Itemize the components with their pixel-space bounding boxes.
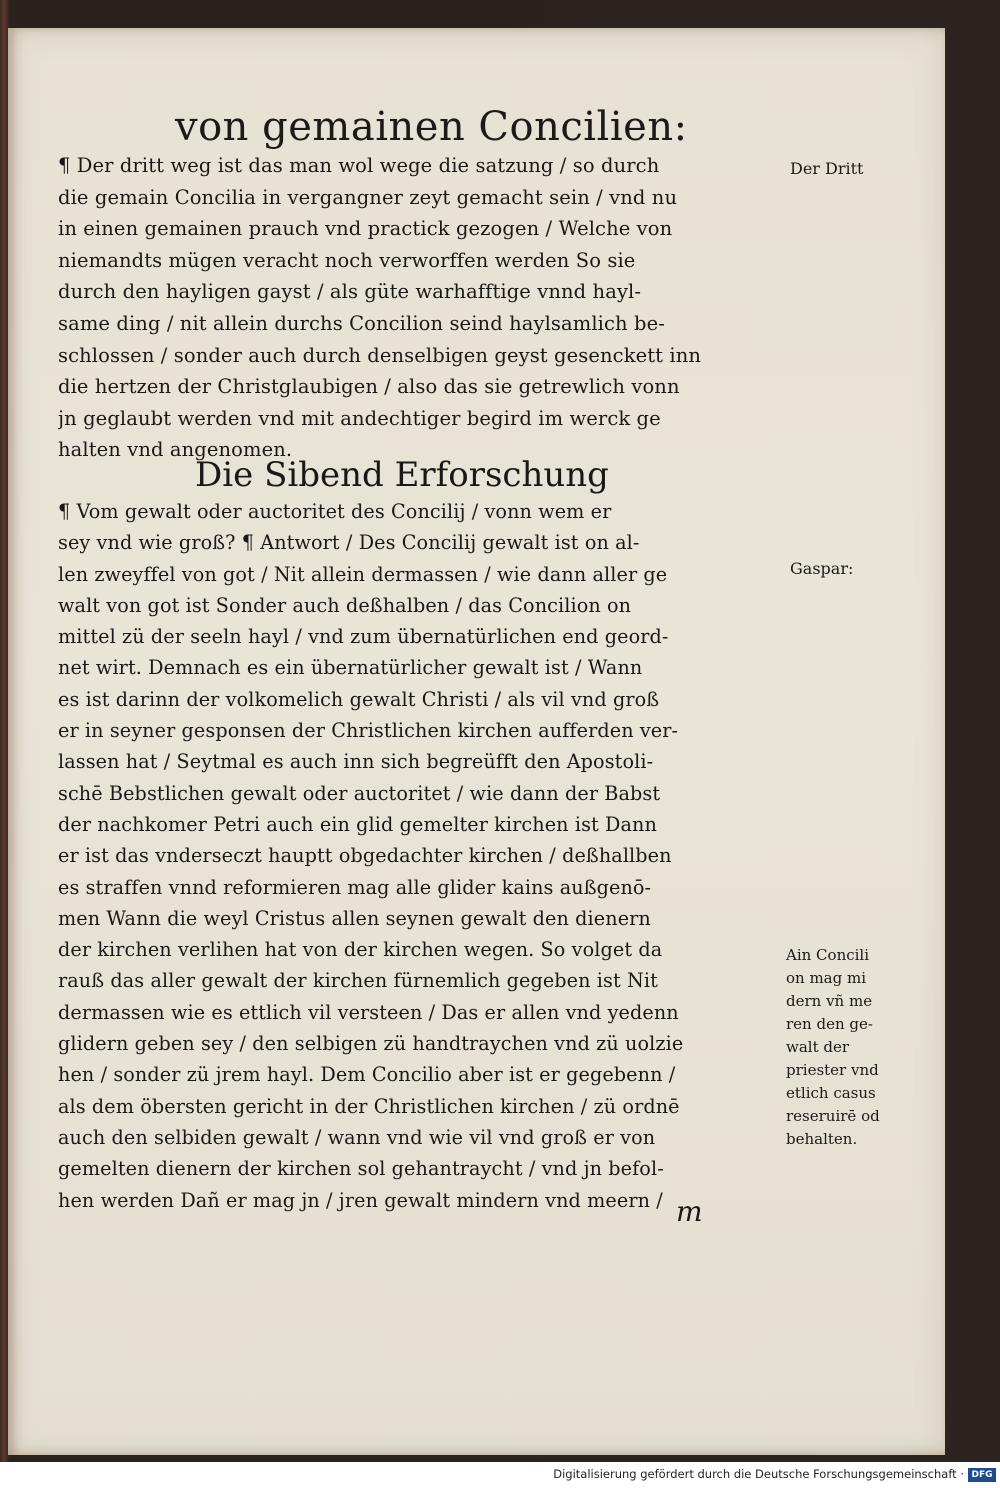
text-line: die gemain Concilia in vergangner zeyt gemacht sein / vnd nu xyxy=(58,185,678,209)
footer-bar xyxy=(0,1462,1000,1488)
margin-note-line: ren den ge- xyxy=(786,1015,873,1033)
text-line: durch den hayligen gayst / als güte warhafftige vnnd hayl- xyxy=(58,280,642,304)
text-line: auch den selbiden gewalt / wann vnd wie vil vnd groß er von xyxy=(58,1125,656,1149)
text-line: rauß das aller gewalt der kirchen fürnemlich gegeben ist Nit xyxy=(58,969,658,993)
margin-note-line: dern vñ me xyxy=(786,992,873,1010)
text-line: gemelten dienern der kirchen sol gehantraycht / vnd jn befol- xyxy=(58,1157,664,1181)
text-line: same ding / nit allein durchs Concilion seind haylsamlich be- xyxy=(58,311,665,335)
text-line: als dem öbersten gericht in der Christlichen kirchen / zü ordnē xyxy=(58,1094,680,1118)
text-line: es ist darinn der volkomelich gewalt Christi / als vil vnd groß xyxy=(58,687,660,711)
text-line: ¶ Vom gewalt oder auctoritet des Concilij / vonn wem er xyxy=(58,500,612,523)
text-line: in einen gemainen prauch vnd practick gezogen / Welche von xyxy=(58,217,673,241)
text-line: der kirchen verlihen hat von der kirchen wegen. So volget da xyxy=(58,938,663,962)
text-line: walt von got ist Sonder auch deßhalben / das Concilion on xyxy=(58,593,632,617)
page-heading: von gemainen Concilien: xyxy=(175,104,688,150)
section-one-text xyxy=(58,150,778,466)
text-line: mittel zü der seeln hayl / vnd zum übernatürlichen end geord- xyxy=(58,625,669,649)
margin-note-der-dritt: Der Dritt xyxy=(790,159,864,178)
section-subheading: Die Sibend Erforschung xyxy=(195,455,609,495)
margin-note-line: Ain Concili xyxy=(786,946,870,964)
text-line: es straffen vnnd reformieren mag alle glider kains außgenō- xyxy=(58,875,652,899)
text-line: lassen hat / Seytmal es auch inn sich begreüfft den Apostoli- xyxy=(58,750,654,774)
margin-note-line: reseruirē od xyxy=(786,1107,880,1125)
text-line: die hertzen der Christglaubigen / also das sie getrewlich vonn xyxy=(58,375,680,399)
margin-note-line: walt der xyxy=(786,1038,850,1056)
margin-note-line: etlich casus xyxy=(786,1084,876,1102)
text-line: niemandts mügen veracht noch verworffen werden So sie xyxy=(58,248,636,272)
text-line: net wirt. Demnach es ein übernatürlicher gewalt ist / Wann xyxy=(58,656,643,680)
signature-mark: m xyxy=(676,1195,703,1228)
text-line: schē Bebstlichen gewalt oder auctoritet / wie dann der Babst xyxy=(58,781,661,805)
text-line: sey vnd wie groß? ¶ Antwort / Des Concilij gewalt ist on al- xyxy=(58,531,640,555)
text-line: len zweyffel von got / Nit allein dermassen / wie dann aller ge xyxy=(58,562,668,586)
margin-note-gaspar: Gaspar: xyxy=(790,559,854,578)
dfg-logo-icon[interactable]: DFG xyxy=(968,1468,996,1482)
text-line: der nachkomer Petri auch ein glid gemelter kirchen ist Dann xyxy=(58,812,657,836)
footer-credit: Digitalisierung gefördert durch die Deutsche Forschungsgemeinschaft · xyxy=(553,1467,964,1481)
text-line: men Wann die weyl Cristus allen seynen gewalt den dienern xyxy=(58,906,651,930)
margin-note-concilion xyxy=(786,944,880,1151)
section-two-text xyxy=(58,496,778,1216)
margin-note-line: on mag mi xyxy=(786,969,867,987)
text-line: glidern geben sey / den selbigen zü handtraychen vnd zü uolzie xyxy=(58,1032,684,1056)
text-line: halten vnd angenomen. xyxy=(58,438,293,462)
text-line: hen / sonder zü jrem hayl. Dem Concilio aber ist er gegebenn / xyxy=(58,1063,676,1087)
text-line: er ist das vnderseczt hauptt obgedachter kirchen / deßhallben xyxy=(58,844,672,868)
text-line: dermassen wie es ettlich vil versteen / Das er allen vnd yedenn xyxy=(58,1000,679,1024)
margin-note-line: priester vnd xyxy=(786,1061,879,1079)
text-line: ¶ Der dritt weg ist das man wol wege die satzung / so durch xyxy=(58,154,660,177)
text-line: er in seyner gesponsen der Christlichen kirchen aufferden ver- xyxy=(58,719,679,743)
margin-note-line: behalten. xyxy=(786,1130,858,1148)
text-line: jn geglaubt werden vnd mit andechtiger begird im werck ge xyxy=(58,406,661,430)
text-line: schlossen / sonder auch durch denselbigen geyst gesenckett inn xyxy=(58,343,702,367)
text-line: hen werden Dañ er mag jn / jren gewalt mindern vnd meern / xyxy=(58,1188,663,1212)
